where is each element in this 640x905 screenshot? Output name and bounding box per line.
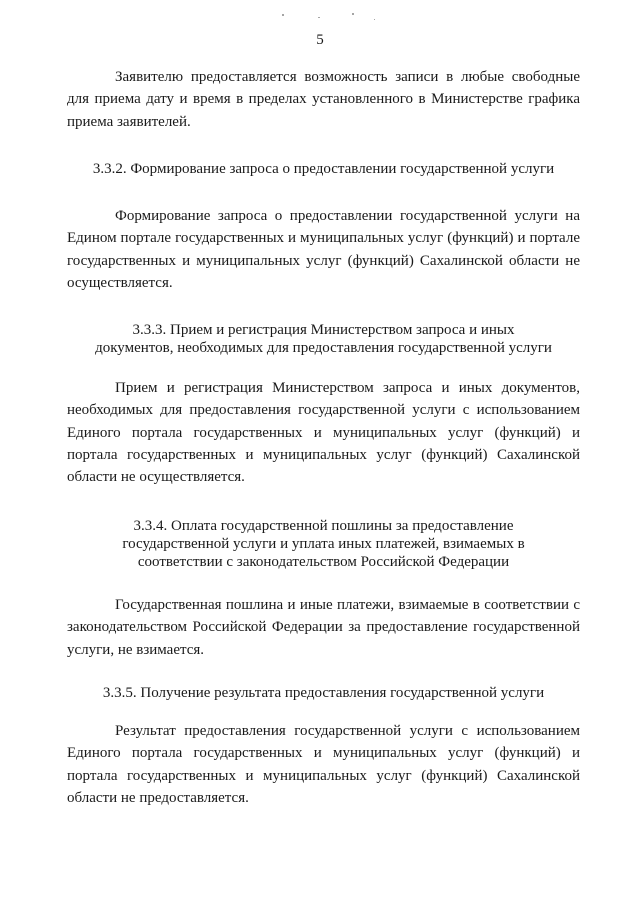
- heading-line: документов, необходимых для предоставления государственной услуги: [95, 340, 552, 356]
- scan-artifact: [282, 14, 284, 16]
- section-3-3-5-paragraph: [67, 720, 580, 809]
- heading-line: соответствии с законодательством Российской Федерации: [137, 554, 510, 570]
- intro-paragraph: [67, 66, 580, 133]
- section-3-3-3-text: Прием и регистрация Министерством запроса и иных документов, необходимых для предоставления государственной услуги с использованием Единого портала государственных и муниципальных услуг (функций) и портала государственных и муниципальных услуг (функций) Сахалинской области не осуществляется.: [67, 380, 580, 486]
- heading-line: государственной услуги и уплата иных платежей, взимаемых в: [122, 536, 525, 552]
- section-3-3-4-text: Государственная пошлина и иные платежи, взимаемые в соответствии с законодательством Российской Федерации за предоставление государственной услуги, не взимается.: [67, 597, 580, 658]
- section-3-3-2-heading: 3.3.2. Формирование запроса о предоставлении государственной услуги: [92, 161, 555, 177]
- section-3-3-3-heading: [67, 321, 580, 357]
- section-3-3-2-text: Формирование запроса о предоставлении государственной услуги на Едином портале государственных и муниципальных услуг (функций) и портале государственных и муниципальных услуг (функций) Сахалинской области не осуществляется.: [67, 208, 580, 291]
- section-3-3-5-heading: 3.3.5. Получение результата предоставления государственной услуги: [102, 685, 545, 701]
- scan-artifact: [374, 19, 375, 20]
- scan-artifact: [352, 13, 354, 15]
- heading-line: 3.3.4. Оплата государственной пошлины за предоставление: [133, 518, 514, 534]
- section-3-3-3-paragraph: [67, 377, 580, 488]
- heading-line: 3.3.3. Прием и регистрация Министерством запроса и иных: [132, 322, 515, 338]
- section-3-3-4-heading: [67, 517, 580, 571]
- section-3-3-2-paragraph: [67, 205, 580, 294]
- scan-artifact: [318, 17, 320, 18]
- intro-text: Заявителю предоставляется возможность записи в любые свободные для приема дату и время в пределах установленного в Министерстве графика приема заявителей.: [67, 69, 580, 130]
- section-3-3-4-paragraph: [67, 594, 580, 661]
- page-number: 5: [316, 32, 324, 48]
- section-3-3-5-text: Результат предоставления государственной услуги с использованием Единого портала государственных и муниципальных услуг (функций) и портала государственных и муниципальных услуг (функций) Сахалинской области не предоставляется.: [67, 723, 580, 806]
